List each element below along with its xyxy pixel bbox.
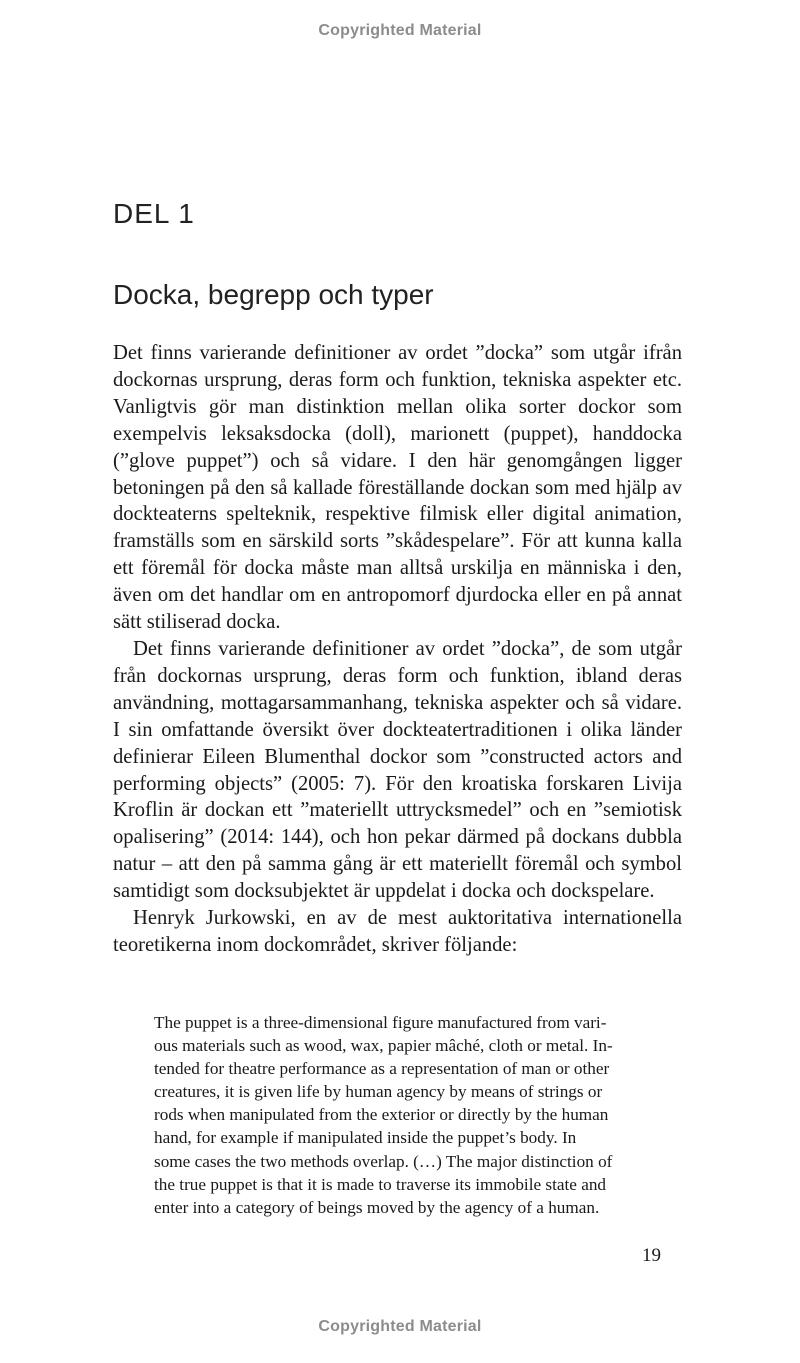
copyright-watermark-bottom: Copyrighted Material [318, 1318, 482, 1335]
block-quote [154, 1011, 650, 1219]
paragraph: Henryk Jurkowski, en av de mest auktoritativa internationella teoretikerna inom dockområdet, skriver följande: [113, 907, 682, 956]
chapter-title: Docka, begrepp och typer [113, 279, 434, 310]
part-label: DEL 1 [113, 198, 195, 229]
quote-line: rods when manipulated from the exterior or directly by the human [154, 1105, 609, 1125]
quote-line: enter into a category of beings moved by the agency of a human. [154, 1197, 600, 1217]
quote-line: tended for theatre performance as a representation of man or other [154, 1059, 610, 1079]
quote-line: hand, for example if manipulated inside the puppet’s body. In [154, 1128, 577, 1148]
paragraph: Det finns varierande definitioner av ordet ”docka”, de som utgår från dockornas ursprung, deras form och funktion, ibland deras användning, mottagarsammanhang, tekniska aspekter och så vidare. I sin omfattande översikt över dockteatertraditionen i olika länder definierar Eileen Blumenthal dockor som ”constructed actors and performing objects” (2005: 7). För den kroatiska forskaren Livija Kroflin är dockan ett ”materiellt uttrycksmedel” och en ”semiotisk opalisering” (2014: 144), och hon pekar därmed på dockans dubbla natur – att den på samma gång är ett materiellt föremål och symbol samtidigt som docksubjektet är uppdelat i docka och dockspelare. [113, 637, 682, 903]
page-number: 19 [642, 1245, 661, 1266]
quote-line: creatures, it is given life by human agency by means of strings or [154, 1082, 603, 1102]
quote-line: ous materials such as wood, wax, papier mâché, cloth or metal. In- [154, 1036, 613, 1056]
copyright-watermark-top: Copyrighted Material [318, 22, 482, 39]
quote-line: some cases the two methods overlap. (…) The major distinction of [154, 1151, 613, 1171]
quote-line: the true puppet is that it is made to traverse its immobile state and [154, 1174, 607, 1194]
body-text [113, 340, 682, 959]
paragraph: Det finns varierande definitioner av ordet ”docka” som utgår ifrån dockornas ursprung, deras form och funktion, tekniska aspekter etc. Vanligtvis gör man distinktion mellan olika sorter dockor som exempelvis leksaksdocka (doll), marionett (puppet), handdocka (”glove puppet”) och så vidare. I den här genomgången ligger betoningen på den så kallade föreställande dockan som med hjälp av dockteaterns spelteknik, respektive filmisk eller digital animation, framställs som en särskild sorts ”skådespelare”. För att kunna kalla ett föremål för docka måste man alltså urskilja en människa i den, även om det handlar om en antropomorf djurdocka eller en på annat sätt stiliserad docka. [113, 342, 682, 634]
quote-line: The puppet is a three-dimensional figure manufactured from vari- [154, 1013, 607, 1032]
